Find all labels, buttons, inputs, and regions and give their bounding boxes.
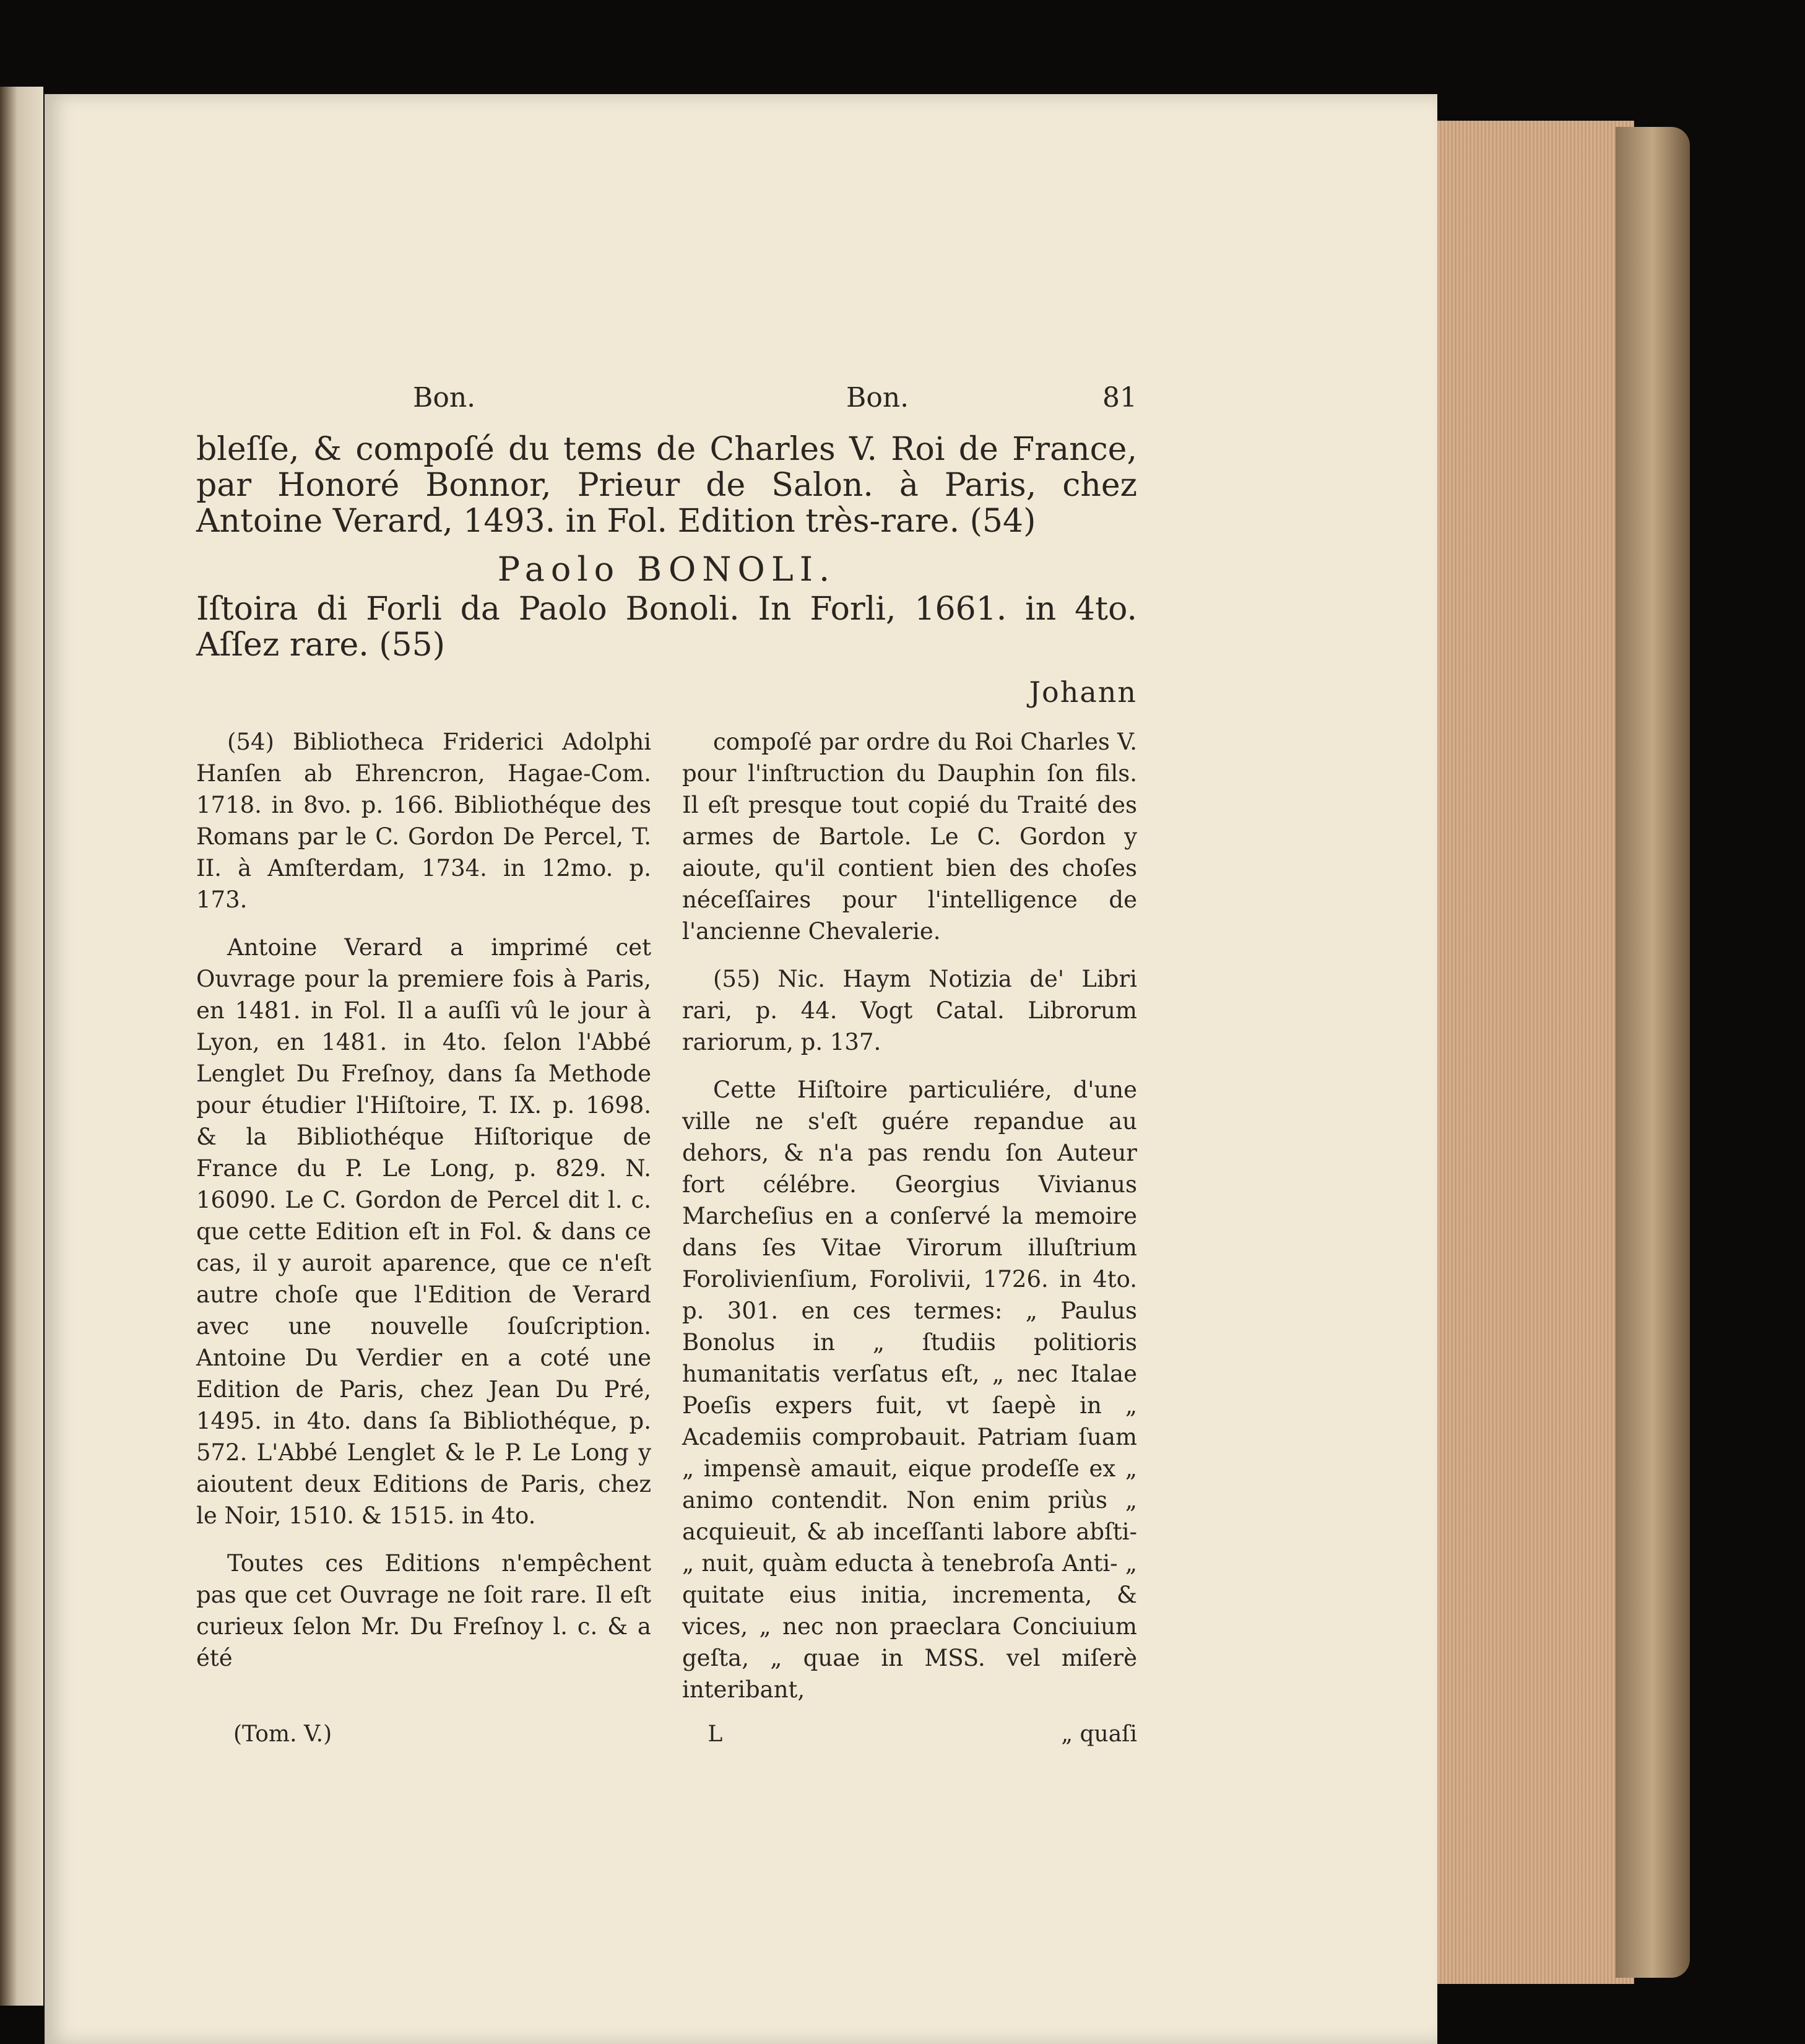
- previous-page-edge: [0, 87, 43, 2006]
- catchword-heading: Johann: [1029, 675, 1137, 709]
- book-cover-edge: [1616, 127, 1690, 1978]
- bibliographic-entry: Iſtoira di Forli da Paolo Bonoli. In Forli, 1661. in 4to. Aſſez rare. (55): [196, 591, 1137, 664]
- footnote-paragraph: (54) Bibliotheca Friderici Adolphi Hanſen ab Ehrencron, Hagae-Com. 1718. in 8vo. p. 166. Bibliothéque des Romans par le C. Gordon De Percel, T. II. à Amſterdam, 1734. in 12mo. p. 173.: [196, 729, 651, 913]
- book-page: [45, 94, 1437, 2044]
- main-text: [196, 431, 1137, 710]
- page-footer: [196, 1721, 1137, 1747]
- gathering-mark: L: [708, 1721, 723, 1747]
- text-block: [196, 382, 1137, 1747]
- page-fore-edge: [1430, 121, 1634, 1984]
- running-head: [196, 382, 1137, 431]
- footnote-paragraph: Antoine Verard a imprimé cet Ouvrage pour la premiere fois à Paris, en 1481. in Fol. Il a auſſi vû le jour à Lyon, en 1481. in 4to. ſelon l'Abbé Lenglet Du Freſnoy, dans ſa Methode pour étudier l'Hiſtoire, T. IX. p. 1698. & la Bibliothéque Hiſtorique de France du P. Le Long, p. 829. N. 16090. Le C. Gordon de Percel dit l. c. que cette Edition eſt in Fol. & dans ce cas, il y auroit aparence, que ce n'eſt autre choſe que l'Edition de Verard avec une nouvelle ſouſcription. Antoine Du Verdier en a coté une Edition de Paris, chez Jean Du Pré, 1495. in 4to. dans ſa Bibliothéque, p. 572. L'Abbé Lenglet & le P. Le Long y aioutent deux Editions de Paris, chez le Noir, 1510. & 1515. in 4to.: [196, 934, 651, 1529]
- footnote-paragraph: (55) Nic. Haym Notizia de' Libri rari, p. 44. Vogt Catal. Librorum rariorum, p. 137.: [682, 966, 1137, 1055]
- footnote-paragraph: Cette Hiſtoire particuliére, d'une ville ne s'eſt guére repandue au dehors, & n'a pas rendu ſon Auteur fort célébre. Georgius Vivianus Marcheſius en a conſervé la memoire dans ſes Vitae Virorum illuſtrium Forolivienſium, Forolivii, 1726. in 4to. p. 301. en ces termes: „ Paulus Bonolus in „ ſtudiis politioris humanitatis verſatus eſt, „ nec Italae Poeſis expers fuit, vt ſaepè in „ Academiis comprobauit. Patriam ſuam „ impensè amauit, eique prodeſſe ex „ animo contendit. Non enim priùs „ acquieuit, & ab inceſſanti labore abſti- „ nuit, quàm educta à tenebroſa Anti- „ quitate eius initia, incrementa, & vices, „ nec non praeclara Conciuium geſta, „ quae in MSS. vel miſerè interibant,: [682, 1076, 1137, 1703]
- page-number: 81: [1102, 382, 1137, 414]
- footnote-columns: [196, 726, 1137, 1721]
- footer-catchword: „ quaſi: [1061, 1721, 1137, 1747]
- footnote-column-left: [196, 726, 651, 1721]
- running-head-center: Bon.: [846, 382, 909, 414]
- footnote-paragraph: compoſé par ordre du Roi Charles V. pour l'inſtruction du Dauphin ſon fils. Il eſt presque tout copié du Traité des armes de Bartole. Le C. Gordon y aioute, qu'il contient bien des choſes néceſſaires pour l'intelligence de l'ancienne Chevalerie.: [682, 729, 1137, 945]
- author-heading: Paolo BONOLI.: [497, 550, 836, 589]
- running-head-left: Bon.: [413, 382, 476, 414]
- volume-signature: (Tom. V.): [233, 1721, 332, 1747]
- entry-continuation: bleſſe, & compoſé du tems de Charles V. Roi de France, par Honoré Bonnor, Prieur de Salon. à Paris, chez Antoine Verard, 1493. in Fol. Edition très-rare. (54): [196, 431, 1137, 540]
- footnote-column-right: [682, 726, 1137, 1721]
- footnote-paragraph: Toutes ces Editions n'empêchent pas que cet Ouvrage ne ſoit rare. Il eſt curieux ſelon Mr. Du Freſnoy l. c. & a été: [196, 1550, 651, 1671]
